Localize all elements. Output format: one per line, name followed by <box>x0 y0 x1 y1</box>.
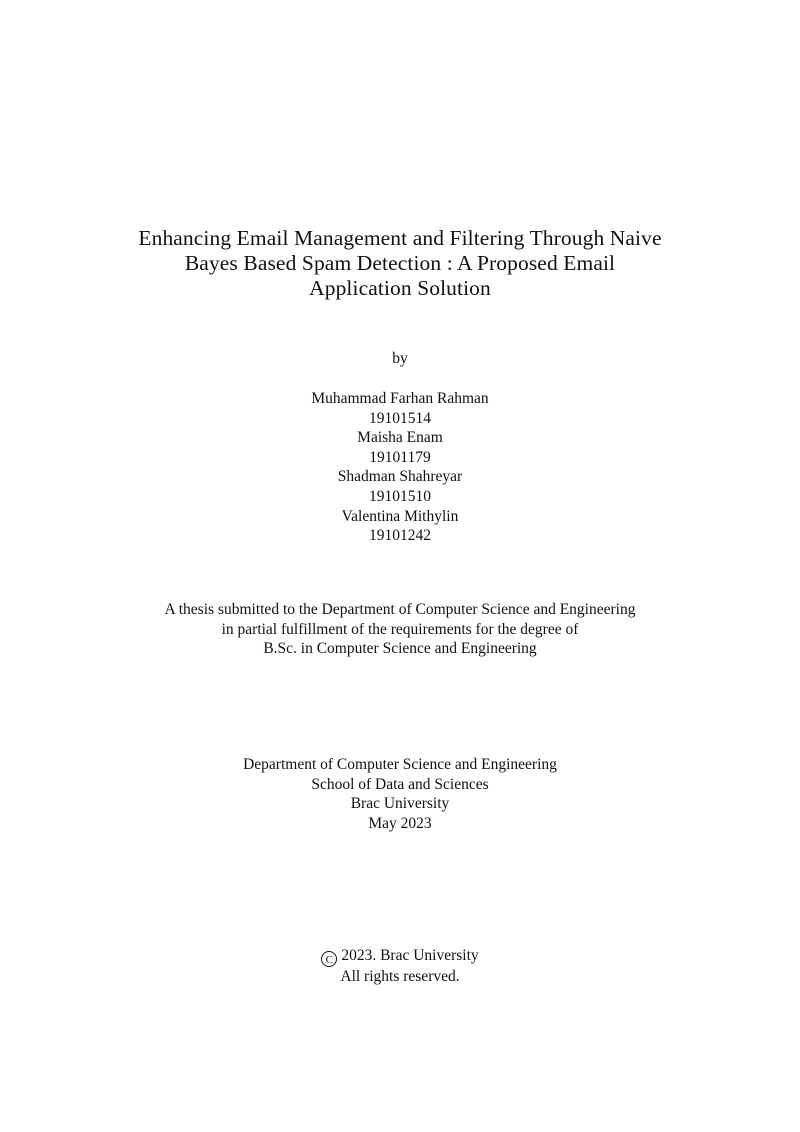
submission-date: May 2023 <box>368 814 432 832</box>
university-name: Brac University <box>350 795 450 813</box>
rights-reserved: All rights reserved. <box>340 968 460 985</box>
author-id: 19101242 <box>369 527 431 545</box>
thesis-title <box>0 226 800 301</box>
author-name: Shadman Shahreyar <box>337 468 463 486</box>
submission-line-1: A thesis submitted to the Department of Computer Science and Engineering <box>164 601 636 618</box>
submission-line-3: B.Sc. in Computer Science and Engineering <box>263 640 537 658</box>
author-name: Muhammad Farhan Rahman <box>311 390 489 407</box>
department-name: Department of Computer Science and Engineering <box>243 756 557 773</box>
author-name: Maisha Enam <box>357 429 443 447</box>
author-id: 19101179 <box>369 448 431 466</box>
submission-statement <box>0 600 800 659</box>
copyright-line <box>0 946 800 967</box>
affiliation-block <box>0 755 800 833</box>
author-id: 19101510 <box>369 487 431 505</box>
author-list <box>0 389 800 546</box>
copyright-icon: C <box>321 951 337 967</box>
title-line-3: Application Solution <box>309 276 491 300</box>
submission-line-2: in partial fulfillment of the requirements for the degree of <box>221 620 579 638</box>
copyright-block <box>0 946 800 987</box>
author-id: 19101514 <box>369 409 431 427</box>
school-name: School of Data and Sciences <box>311 775 489 793</box>
copyright-text: 2023. Brac University <box>341 947 479 964</box>
author-name: Valentina Mithylin <box>341 507 459 525</box>
by-label: by <box>392 350 408 367</box>
title-line-2: Bayes Based Spam Detection : A Proposed Email <box>184 251 616 275</box>
title-line-1: Enhancing Email Management and Filtering Through Naive <box>138 226 662 250</box>
